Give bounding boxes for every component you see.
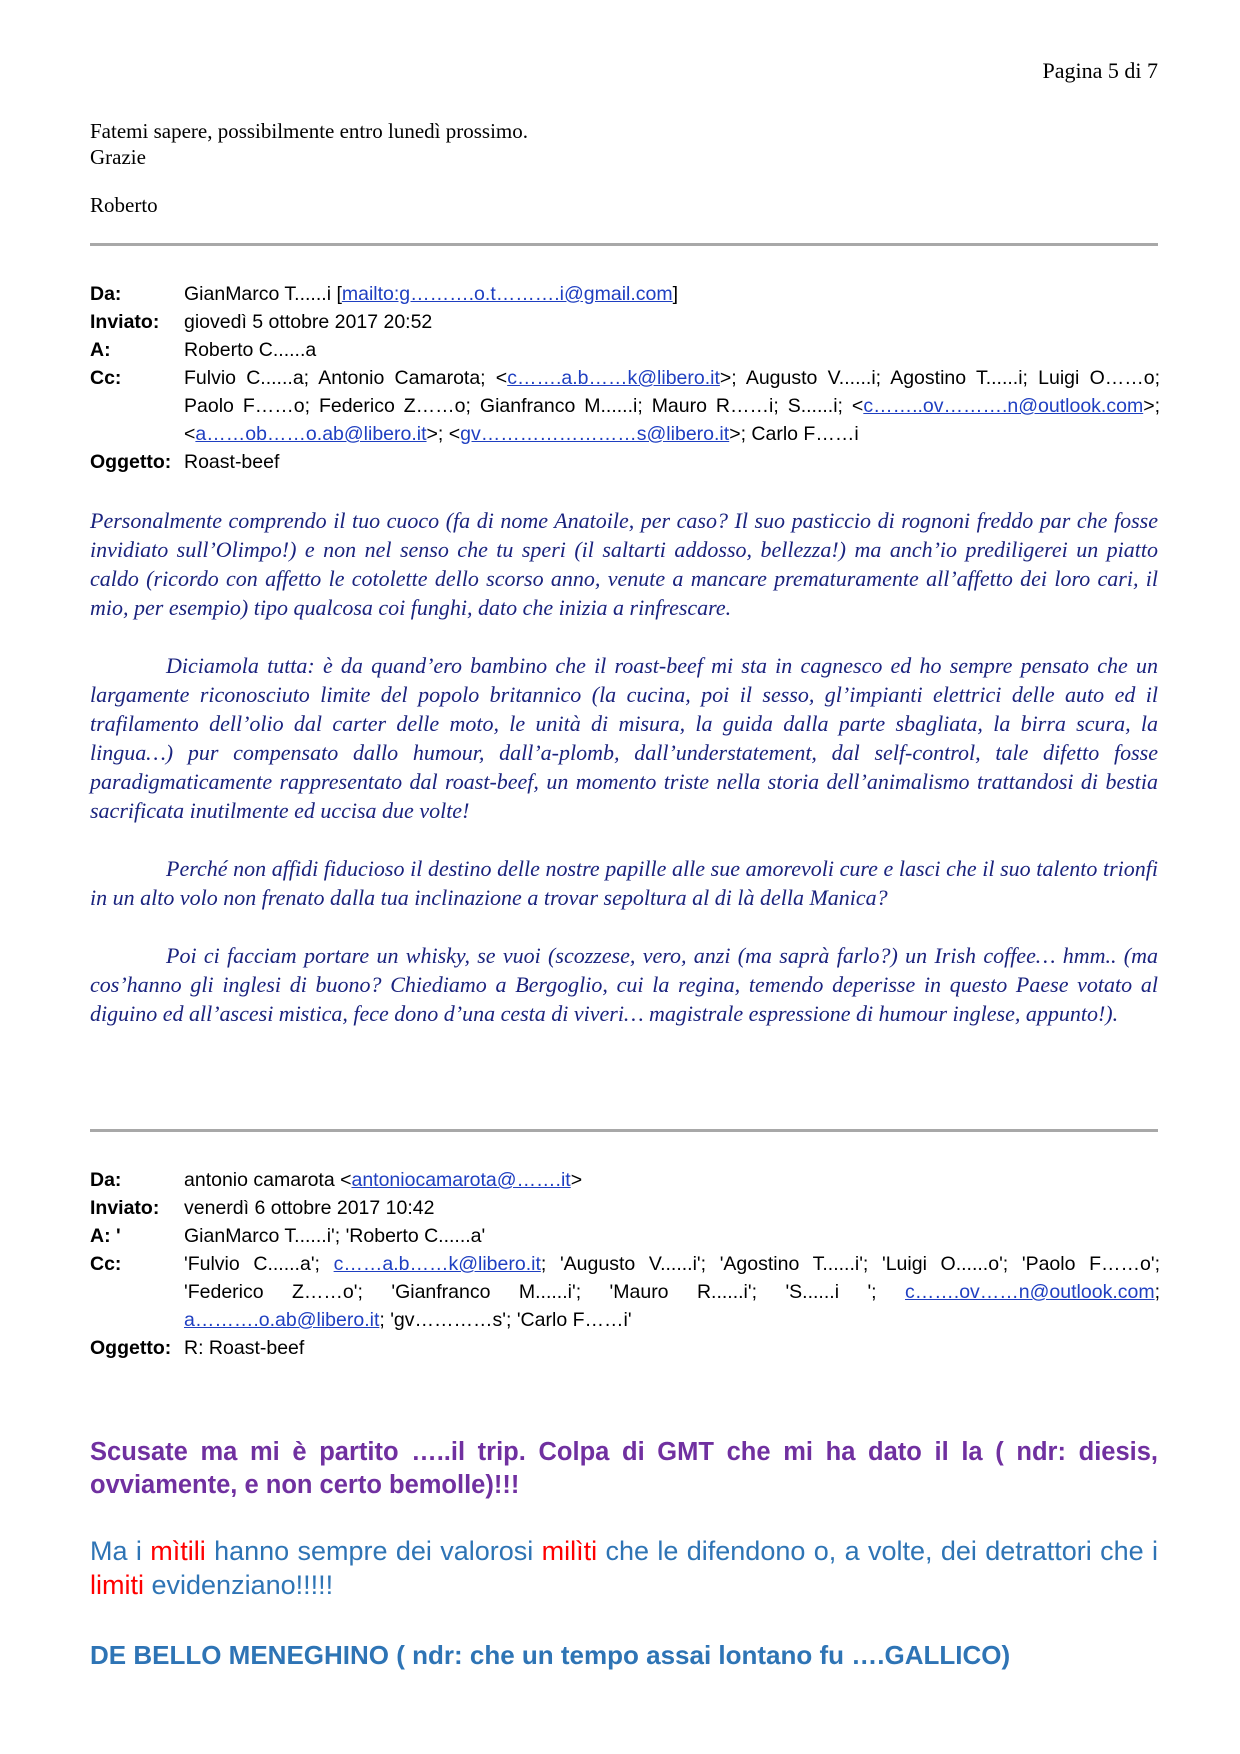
- message-text: hanno sempre dei valorosi: [205, 1536, 542, 1566]
- cc-email-link[interactable]: a……….o.ab@libero.it: [184, 1309, 380, 1331]
- to-recipient: GianMarco T......i'; 'Roberto C......a': [184, 1225, 486, 1247]
- cc-email-link[interactable]: c……..ov……….n@outlook.com: [863, 395, 1144, 417]
- sent-label: Inviato:: [90, 1197, 160, 1219]
- from-name: GianMarco T......i [: [184, 283, 342, 305]
- cc-email-link[interactable]: a……ob……o.ab@libero.it: [195, 423, 427, 445]
- to-row: [90, 336, 1160, 364]
- to-recipient: Roberto C......a: [184, 339, 317, 361]
- intro-thanks: Grazie: [90, 145, 146, 169]
- highlight-word: mìtili: [150, 1536, 206, 1566]
- from-name: antonio camarota <: [184, 1169, 352, 1191]
- sent-label: Inviato:: [90, 311, 160, 333]
- highlight-word: milìti: [541, 1536, 598, 1566]
- cc-email-link[interactable]: c…….a.b……k@libero.it: [507, 367, 720, 389]
- subject-label: Oggetto:: [90, 1337, 172, 1359]
- body-paragraph: Diciamola tutta: è da quand’ero bambino che il roast-beef mi sta in cagnesco ed ho sempre pensato che un largamente riconosciuto limite del popolo britannico (la cucina, poi il sesso, gl’impianti elettrici delle auto ed il trafilamento dell’olio dal carter delle moto, le unità di misura, la guida dalla parte sbagliata, la birra scura, la lingua…) pur compensato dallo humour, dall’a-plomb, dall’understatement, dal self-control, tale difetto fosse paradigmaticamente rappresentato dal roast-beef, un momento triste nella storia dell’animalismo trattandosi di bestia sacrificata inutilmente ed uccisa due volte!: [90, 653, 1158, 823]
- to-label: A:: [90, 339, 111, 361]
- sent-row: [90, 1194, 1160, 1222]
- subject-text: R: Roast-beef: [184, 1337, 305, 1359]
- email-header-1: [90, 280, 1160, 476]
- highlight-word: limiti: [90, 1570, 144, 1600]
- cc-row: [90, 1250, 1160, 1334]
- subject-row: [90, 448, 1160, 476]
- body-paragraph: Poi ci facciam portare un whisky, se vuoi (scozzese, vero, anzi (ma saprà farlo?) un Irish coffee… hmm.. (ma cos’hanno gli inglesi di buono? Chiediamo a Bergoglio, cui la regina, temendo deperisse in questo Paese votato al diguino ed all’ascesi mistica, fece dono d’una cesta di viveri… magistrale espressione di humour inglese, appunto!).: [90, 943, 1158, 1026]
- email-header-2: [90, 1166, 1160, 1362]
- intro-message: [90, 118, 528, 218]
- cc-label: Cc:: [90, 1253, 122, 1275]
- cc-text: >; Augusto V......i; Agostino T......i; Luigi O……o;: [719, 367, 1161, 389]
- sent-row: [90, 308, 1160, 336]
- cc-text: ;: [1154, 1281, 1160, 1303]
- from-email-link[interactable]: antoniocamarota@…….it: [351, 1169, 571, 1191]
- cc-text: Fulvio C......a; Antonio Camarota; <: [184, 367, 508, 389]
- purple-message: Scusate ma mi è partito …..il trip. Colpa di GMT che mi ha dato il la ( ndr: diesis, ovviamente, e non certo bemolle)!!!: [90, 1438, 1158, 1499]
- subject-label: Oggetto:: [90, 451, 172, 473]
- blue-message: [90, 1534, 1158, 1602]
- from-label: Da:: [90, 1169, 122, 1191]
- from-email-link[interactable]: mailto:g……….o.t……….i@gmail.com: [341, 283, 673, 305]
- cc-text: Paolo F……o; Federico Z……o; Gianfranco M......i; Mauro R……i; S......i; <: [184, 395, 864, 417]
- to-row: [90, 1222, 1160, 1250]
- cc-text: 'Fulvio C......a';: [184, 1253, 334, 1275]
- cc-text: ; 'gv…………s'; 'Carlo F……i': [379, 1309, 632, 1331]
- cc-text: 'Federico Z……o'; 'Gianfranco M......i'; 'Mauro R......i'; 'S......i ';: [184, 1281, 906, 1303]
- separator-rule: [90, 1129, 1158, 1132]
- from-bracket: >: [570, 1169, 583, 1191]
- from-row: [90, 280, 1160, 308]
- to-label: A: ': [90, 1225, 121, 1247]
- cc-text: <: [184, 423, 196, 445]
- page-number: Pagina 5 di 7: [1042, 58, 1158, 83]
- from-label: Da:: [90, 283, 122, 305]
- subject-row: [90, 1334, 1160, 1362]
- cc-email-link[interactable]: c……a.b……k@libero.it: [333, 1253, 541, 1275]
- cc-row: [90, 364, 1160, 448]
- from-bracket: ]: [672, 283, 679, 305]
- sent-date: giovedì 5 ottobre 2017 20:52: [184, 311, 433, 333]
- cc-email-link[interactable]: c…….ov……n@outlook.com: [905, 1281, 1155, 1303]
- sent-date: venerdì 6 ottobre 2017 10:42: [184, 1197, 435, 1219]
- subject-text: Roast-beef: [184, 451, 280, 473]
- separator-rule: [90, 243, 1158, 246]
- message-text: Ma i: [90, 1536, 151, 1566]
- closing-line: DE BELLO MENEGHINO ( ndr: che un tempo assai lontano fu ….GALLICO): [90, 1640, 1011, 1670]
- cc-label: Cc:: [90, 367, 122, 389]
- email-body-1: [90, 506, 1158, 1057]
- cc-text: ; 'Augusto V......i'; 'Agostino T......i'; 'Luigi O......o'; 'Paolo F……o';: [540, 1253, 1160, 1275]
- from-row: [90, 1166, 1160, 1194]
- cc-text: >; Carlo F……i: [729, 423, 859, 445]
- body-paragraph: Personalmente comprendo il tuo cuoco (fa di nome Anatoile, per caso? Il suo pasticcio di rognoni freddo par che fosse invidiato sull’Olimpo!) e non nel senso che tu speri (il saltarti addosso, bellezza!) ma anch’io prediligerei un piatto caldo (ricordo con affetto le cotolette dello scorso anno, venute a mancare prematuramente all’affetto dei loro cari, il mio, per esempio) tipo qualcosa coi funghi, dato che inizia a rinfrescare.: [90, 508, 1158, 620]
- intro-line: Fatemi sapere, possibilmente entro lunedì prossimo.: [90, 119, 529, 143]
- intro-signature: Roberto: [90, 193, 158, 217]
- cc-text: >; <: [426, 423, 461, 445]
- message-text: che le difendono o, a volte, dei detrattori che i: [597, 1536, 1159, 1566]
- body-paragraph: Perché non affidi fiducioso il destino delle nostre papille alle sue amorevoli cure e lasci che il suo talento trionfi in un alto volo non frenato dalla tua inclinazione a trovar sepoltura al di là della Manica?: [90, 856, 1158, 910]
- message-text: evidenziano!!!!!: [144, 1570, 334, 1600]
- cc-text: >;: [1143, 395, 1160, 417]
- cc-email-link[interactable]: gv……………………s@libero.it: [460, 423, 730, 445]
